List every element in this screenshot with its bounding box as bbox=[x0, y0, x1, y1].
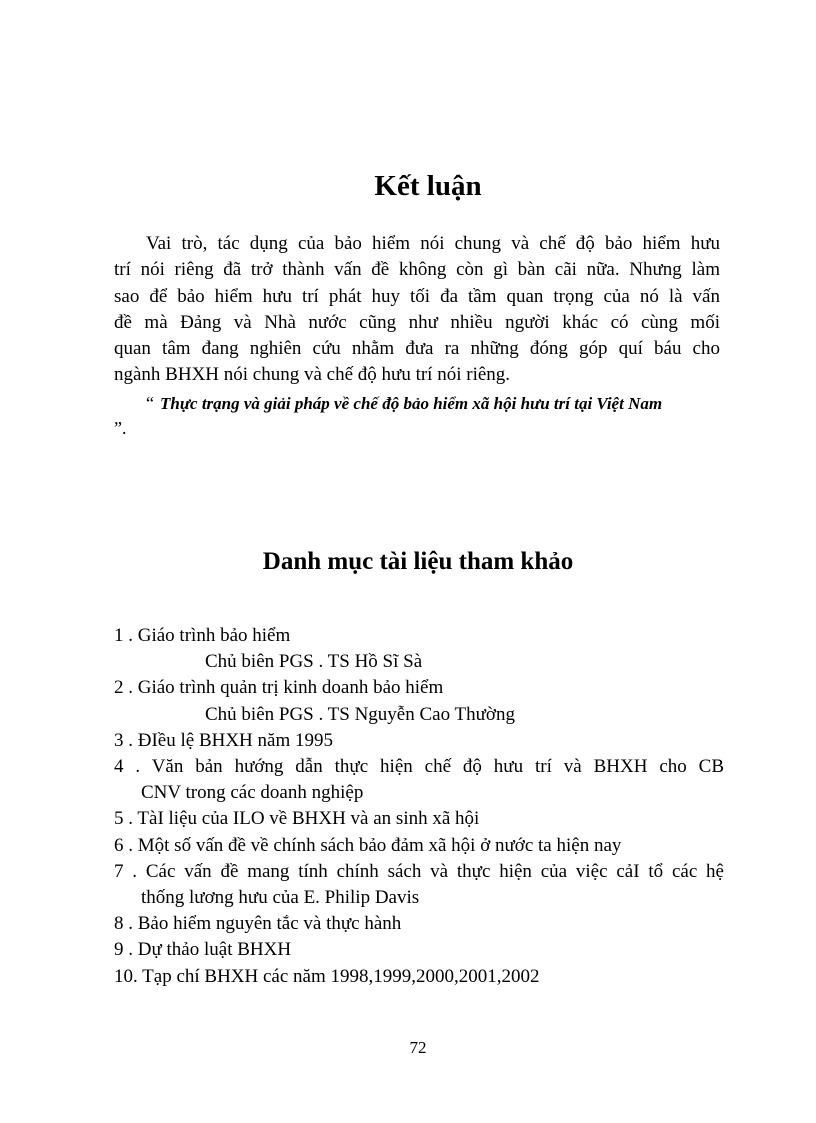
reference-text: 2 . Giáo trình quản trị kinh doanh bảo hiểm bbox=[114, 677, 444, 699]
reference-text: 7 . Các vấn đề mang tính chính sách và thực hiện của việc cảI tổ các hệ bbox=[114, 860, 724, 882]
reference-text: 8 . Bảo hiểm nguyên tắc và thực hành bbox=[114, 913, 402, 935]
paragraph-line: trí nói riêng đã trở thành vấn đề không còn gì bàn cãi nữa. Nhưng làm bbox=[114, 259, 720, 281]
reference-text: 10. Tạp chí BHXH các năm 1998,1999,2000,2001,2002 bbox=[114, 965, 540, 987]
reference-item bbox=[114, 623, 724, 675]
reference-text: 9 . Dự thảo luật BHXH bbox=[114, 939, 292, 961]
reference-author: Chủ biên PGS . TS Nguyễn Cao Thường bbox=[205, 703, 515, 725]
reference-item bbox=[114, 859, 724, 911]
quote-close-mark: ”. bbox=[114, 418, 127, 438]
reference-item bbox=[114, 833, 724, 859]
paragraph-line: quan tâm đang nghiên cứu nhằm đưa ra những đóng góp quí báu cho bbox=[114, 338, 720, 360]
paragraph-line: đề mà Đảng và Nhà nước cũng như nhiều người khác có cùng mối bbox=[114, 311, 720, 333]
reference-item bbox=[114, 675, 724, 727]
thesis-title: Thực trạng và giải pháp về chế độ bảo hiểm xã hội hưu trí tại Việt Nam bbox=[160, 394, 663, 413]
reference-item bbox=[114, 911, 724, 937]
paragraph-line: Vai trò, tác dụng của bảo hiểm nói chung và chế độ bảo hiểm hưu bbox=[146, 233, 720, 254]
reference-author: Chủ biên PGS . TS Hồ Sĩ Sà bbox=[205, 651, 423, 673]
reference-text: 1 . Giáo trình bảo hiểm bbox=[114, 625, 291, 646]
reference-item bbox=[114, 754, 724, 806]
reference-text: 3 . ĐIều lệ BHXH năm 1995 bbox=[114, 729, 333, 751]
reference-text: 4 . Văn bản hướng dẫn thực hiện chế độ hưu trí và BHXH cho CB bbox=[114, 756, 724, 778]
paragraph-line: ngành BHXH nói chung và chế độ hưu trí nói riêng. bbox=[114, 364, 511, 386]
quote-open-mark: “ bbox=[146, 393, 154, 413]
references-title: Danh mục tài liệu tham khảo bbox=[262, 548, 574, 575]
reference-list bbox=[114, 623, 724, 990]
conclusion-title: Kết luận bbox=[374, 170, 482, 202]
conclusion-paragraph bbox=[114, 231, 720, 389]
reference-text: 6 . Một số vấn đề về chính sách bảo đảm xã hội ở nước ta hiện nay bbox=[114, 834, 622, 856]
reference-item bbox=[114, 806, 724, 832]
reference-item bbox=[114, 728, 724, 754]
page-number: 72 bbox=[409, 1038, 427, 1057]
reference-continuation: CNV trong các doanh nghiệp bbox=[141, 782, 364, 804]
reference-continuation: thống lương hưu của E. Philip Davis bbox=[141, 887, 420, 909]
paragraph-line: sao để bảo hiểm hưu trí phát huy tối đa tầm quan trọng của nó là vấn bbox=[114, 285, 720, 307]
thesis-title-quote bbox=[114, 390, 754, 417]
reference-text: 5 . TàI liệu của ILO về BHXH và an sinh xã hội bbox=[114, 808, 480, 830]
reference-item bbox=[114, 937, 724, 963]
reference-item bbox=[114, 964, 724, 990]
